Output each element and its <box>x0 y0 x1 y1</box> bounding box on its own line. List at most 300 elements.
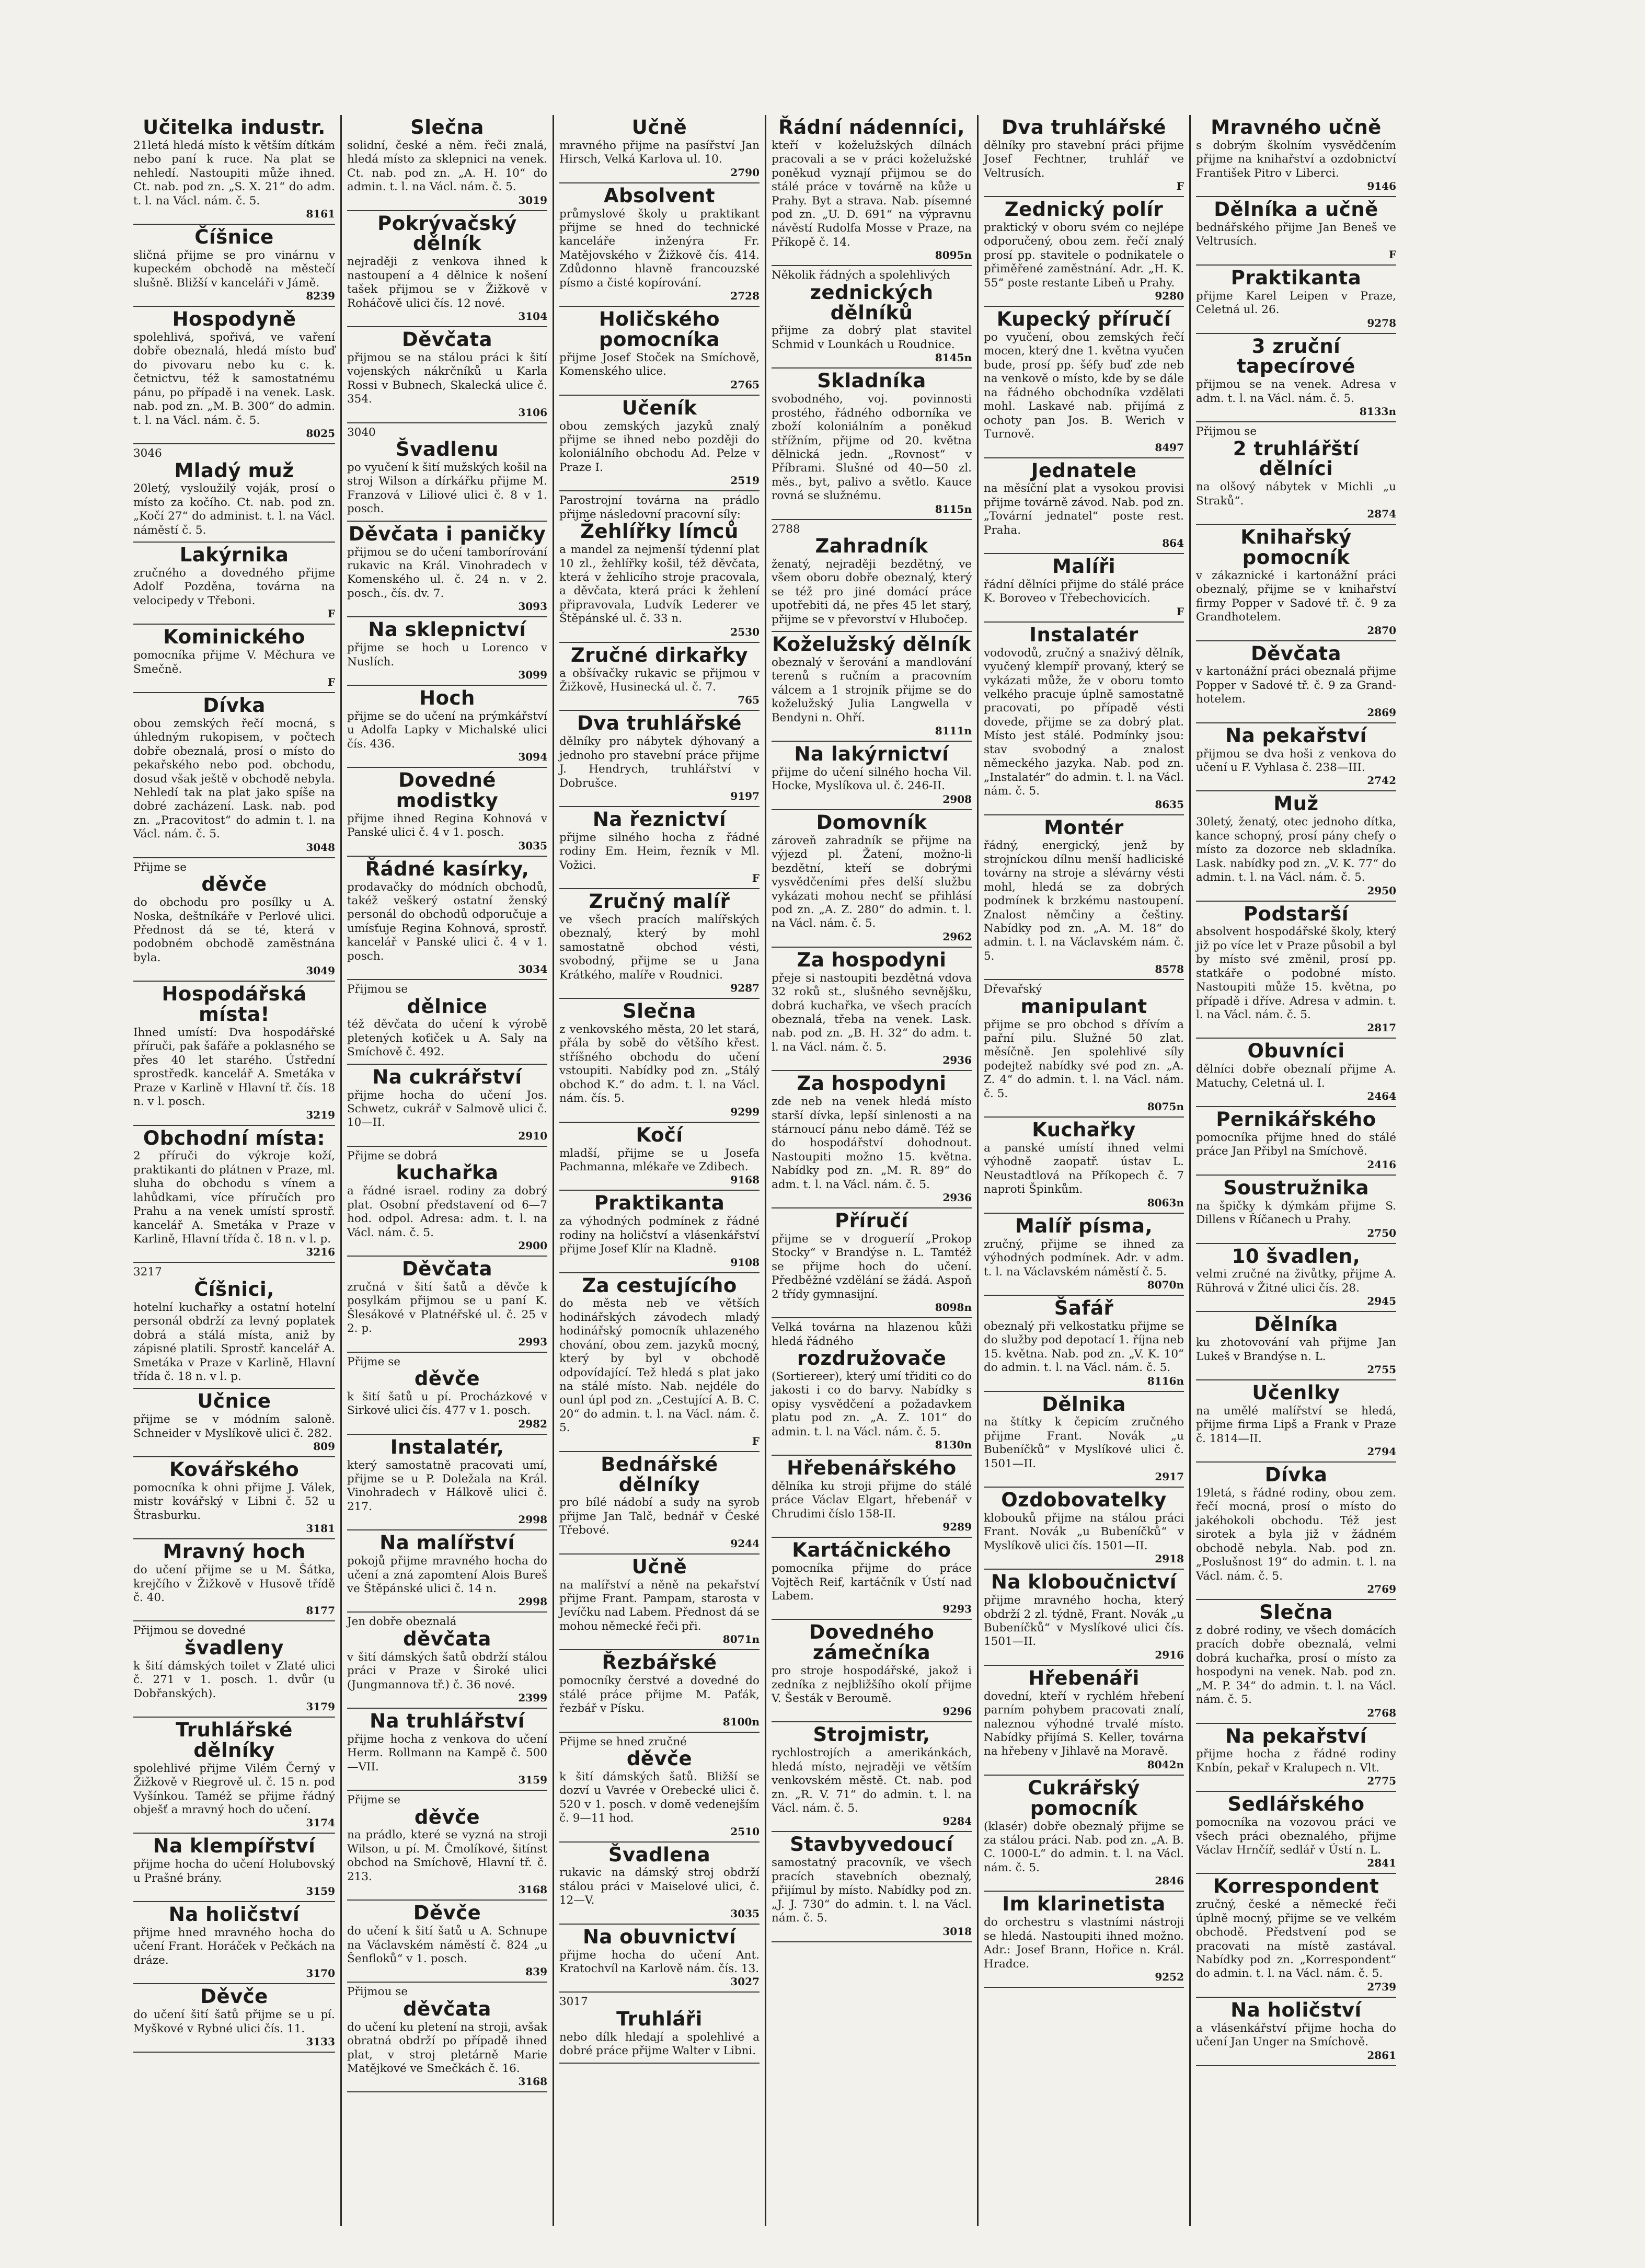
ad-code: 2817 <box>1367 1021 1396 1034</box>
ad-heading: Učnice <box>197 1390 271 1413</box>
ad-heading: Zručný malíř <box>589 890 730 913</box>
ad-code: 2945 <box>1367 1295 1396 1308</box>
ad-code: 2530 <box>730 625 760 638</box>
classified-ad <box>347 211 547 327</box>
ad-code: 3104 <box>518 310 547 323</box>
ad-code: 3035 <box>730 1907 760 1920</box>
ad-body: ženatý, nejraději bezdětný, ve všem oboru dobře obeznalý, který se též pro jiné domácí práce upotřebiti dá, ne přes 45 let starý, přijme se v převorství v Hluboc̆ep. <box>772 557 972 626</box>
ad-body: kteří v koželužských dílnách pracovali a se v práci koželužské poněkud vyznají přijmou se do stálé práce v továrně na kůže u Prahy. Byt a strava. Nab. písemné pod zn. „U. D. 691“ na výpravnu návěstí Rudolfa Mosse v Praze, na Příkopě č. 14. <box>772 139 972 249</box>
classified-ad <box>559 1733 760 1843</box>
classified-ad <box>133 543 335 625</box>
classified-ad <box>133 1718 335 1834</box>
classified-ad <box>133 1834 335 1902</box>
ad-body: přijme se v módním saloně. Schneider v Myslíkově ulici č. 282. <box>133 1413 335 1440</box>
ad-code: 3168 <box>518 2075 547 2088</box>
ad-body: přijme hned mravného hocha do učení Frant. Horáček v Pečkách na dráze. <box>133 1926 335 1967</box>
ad-code: 2399 <box>518 1691 547 1705</box>
ad-body: (klasér) dobře obeznalý přijme se za stálou práci. Nab. pod zn. „A. B. C. 1000-L“ do admin. t. l. na Václ. nám. č. 5. <box>984 1820 1184 1874</box>
ad-body: pomocníka přijme do práce Vojtěch Reif, kartáčník v Ústí nad Labem. <box>772 1562 972 1603</box>
ad-heading: Děvče <box>200 1985 268 2008</box>
ad-code: 8635 <box>1155 798 1184 811</box>
ad-heading: Kočí <box>636 1123 683 1146</box>
ad-heading: Domovník <box>816 811 927 834</box>
classified-ad <box>984 980 1184 1118</box>
ad-code: 2998 <box>518 1595 547 1608</box>
ad-body: mravného přijme na pasířství Jan Hirsch, Velká Karlova ul. 10. <box>559 139 760 166</box>
ad-code: 2874 <box>1367 508 1396 521</box>
ad-body: pomocníka na vozovou práci ve všech práci obeznalého, přijme Václav Hrnčíř, sedlář v Ústí n. L. <box>1196 1816 1396 1857</box>
classified-ad <box>984 1488 1184 1570</box>
ad-heading: Na sklepnictví <box>368 618 526 641</box>
ad-body: rukavic na dámský stroj obdrží stálou práci v Maiselové ulici, č. 12—V. <box>559 1866 760 1907</box>
ad-code: 2916 <box>1155 1648 1184 1661</box>
ad-heading: Instalatér, <box>390 1435 504 1458</box>
ad-body: samostatný pracovník, ve všech pracích stavebních obeznalý, přijímul by místo. Nabídky pod zn. „J. J. 730“ do admin. t. l. na Václ. nám. č. 5. <box>772 1856 972 1925</box>
classified-ad <box>1196 641 1396 723</box>
ad-body: 30letý, ženatý, otec jednoho dítka, kance schopný, prosí pány chefy o místo za dozorce neb skladníka. Lask. nabídky pod zn. „V. K. 77“ do admin. t. l. na Václ. nám. č. 5. <box>1196 815 1396 884</box>
ad-heading: Dělnika <box>1042 1392 1126 1415</box>
ad-code: 839 <box>525 1965 547 1978</box>
ad-body: a řádné israel. rodiny za dobrý plat. Osobní představení od 6—7 hod. odpol. Adresa: adm. t. l. na Václ. nám. č. 5. <box>347 1184 547 1239</box>
ad-body: přijme se pro obchod s dřívím a pařní pilu. Služné 50 zlat. měsíčně. Jen spolehlivé síly podejtež nabídky své pod zn. „A. Z. 4“ do admin. t. l. na Václ. nám. č. 5. <box>984 1018 1184 1100</box>
ad-heading: zednických dělníků <box>810 281 934 324</box>
ad-code: 8145n <box>935 351 972 364</box>
classified-ad <box>347 1147 547 1257</box>
ad-code: 8025 <box>306 427 335 440</box>
classified-ad <box>772 742 972 810</box>
ad-body: ve všech pracích malířských obeznalý, který by mohl samostatně obchod vésti, svobodný, přijme se u Jana Krátkého, malíře v Roudnici. <box>559 913 760 982</box>
ad-heading: Děvčata i paničky <box>348 522 546 545</box>
classified-ad <box>347 1791 547 1901</box>
ad-code: 2993 <box>518 1335 547 1348</box>
ad-heading: Mravný hoch <box>163 1540 306 1563</box>
classified-ad <box>133 982 335 1125</box>
ad-heading: Holičského pomocníka <box>599 308 720 351</box>
ad-heading: Řádné kasírky, <box>365 857 530 880</box>
ad-code: 9244 <box>730 1537 760 1550</box>
ad-code: 9293 <box>942 1603 972 1616</box>
classified-ad <box>772 632 972 742</box>
ad-body: na špičky k dýmkám přijme S. Dillens v Říčanech u Prahy. <box>1196 1199 1396 1227</box>
classified-ad <box>772 948 972 1071</box>
classified-ad <box>347 768 547 857</box>
ad-heading: Dovedného zámečníka <box>809 1621 935 1664</box>
ad-lead-in: Dřevařský <box>984 983 1042 996</box>
ad-code: F <box>1388 248 1396 261</box>
ad-code: 8239 <box>306 290 335 303</box>
ad-body: vodovodů, zručný a snaživý dělník, vyučený klempíř provaný, který se vykázati může, že v oboru tomto velkého pracuje úplně samostatně pracovati, po případě vésti dovede, přijme se za dobrý plat. Místo jest stálé. Podmínky jsou: stav svobodný a znalost německého jazyka. Nab. pod zn. „Instalatér“ do admin. t. l. na Václ. nám. č. 5. <box>984 646 1184 798</box>
ad-heading: Truhlářské dělníky <box>176 1719 293 1762</box>
ad-heading: Malíř písma, <box>1015 1214 1153 1237</box>
classified-ad <box>347 423 547 522</box>
classified-ad <box>984 115 1184 197</box>
ad-body: po vyučení, obou zemských řečí mocen, který dne 1. května vyučen bude, prosí pp. šéfy buď zde neb na venkově o místo, kde by se dále na řádného obchodníka vzdělati mohl. Laskavé nab. přijímá z ochoty pan Jos. B. Werich v Turnově. <box>984 331 1184 441</box>
classified-ad <box>133 1539 335 1621</box>
ad-code: 2936 <box>942 1054 972 1067</box>
ad-heading: děvče <box>414 1367 480 1390</box>
ad-heading: Bednářské dělníky <box>601 1453 718 1496</box>
ad-heading: Slečna <box>410 116 484 139</box>
classified-ad <box>984 1214 1184 1296</box>
classified-ad <box>133 225 335 307</box>
ad-body: dovední, kteří v rychlém hřebení parním pohybem pracovati znalí, naleznou výhodné trvalé místo. Nabídky přijímá S. Keller, továrna na hřebeny v Jihlavě na Moravě. <box>984 1689 1184 1758</box>
ad-body: v kartonážní práci obeznalá přijme Popper v Sadové tř. č. 9 za Grand-hotelem. <box>1196 665 1396 706</box>
ad-code: 864 <box>1162 537 1184 550</box>
classified-ad <box>559 1452 760 1555</box>
ad-heading: děvčata <box>403 1997 491 2020</box>
ad-body: rychlostrojích a amerikánkách, hledá místo, nejraději ve větším venkovském městě. Ct. nab. pod zn. „R. V. 71“ do admin. t. l. na Václ. nám. č. 5. <box>772 1746 972 1815</box>
ad-heading: Za cestujícího <box>582 1274 737 1297</box>
ad-lead-in: 2788 <box>772 522 800 536</box>
ad-body: (Sortiereer), který umí třiditi co do jakosti i co do barvy. Nabídky s opisy vysvědčení a požadavkem platu pod zn. „A. Z. 101“ do admin. t. l. na Václ. nám. č. 5. <box>772 1369 972 1438</box>
ad-code: 3094 <box>518 751 547 764</box>
ad-code: 3019 <box>518 193 547 206</box>
ad-code: F <box>327 607 335 620</box>
classified-ad <box>559 115 760 183</box>
classified-ad <box>133 693 335 858</box>
classified-ad <box>772 1722 972 1832</box>
ad-code: 2846 <box>1155 1874 1184 1887</box>
ad-body: pomocníka k ohni přijme J. Válek, mistr kovářský v Libni č. 52 u Štrasburku. <box>133 1481 335 1522</box>
classified-ad <box>772 1208 972 1318</box>
ad-lead-in: Přijmou se dovedné <box>133 1624 246 1638</box>
ad-code: 2739 <box>1367 1980 1396 1993</box>
ad-body: praktický v oboru svém co nejlépe odporučený, obou zem. řečí znalý prosí pp. stavitele o podnikatele o přiměřené zaměstnání. Adr. „H. K. 55“ poste restante Libeň u Prahy. <box>984 221 1184 290</box>
ad-body: z dobré rodiny, ve všech domácích pracích dobře obeznalá, velmi dobrá kuchařka, prosí o místo za hospodyni na venek. Nab. pod zn. „M. P. 34“ do admin. t. l. na Václ. nám. č. 5. <box>1196 1624 1396 1707</box>
ad-code: 2769 <box>1367 1583 1396 1596</box>
column-2 <box>340 115 553 2226</box>
ad-body: 2 příruči do výkroje koží, praktikanti do plátnen v Praze, ml. sluha do obchodu s vínem a lahůdkami, více příručích pro Prahu a na venek umístí sprostř. kancelář A. Smetáka v Praze v Karlině, Hlavní třída č. 18 n. v l. p. <box>133 1149 335 1246</box>
ad-body: solidní, české a něm. řeči znalá, hledá místo za sklepnici na venek. Ct. nab. pod zn. „A. H. 10“ do admin. t. l. na Václ. nám. č. 5. <box>347 139 547 194</box>
ad-code: 9108 <box>730 1256 760 1269</box>
ad-code: 8161 <box>306 208 335 221</box>
ad-heading: Sedlářského <box>1227 1793 1365 1816</box>
ad-code: 3181 <box>306 1522 335 1535</box>
ad-heading: Kartáčnického <box>792 1539 951 1562</box>
classified-ad <box>1196 723 1396 792</box>
ad-body: spolehlivá, spořivá, ve vaření dobře obeznalá, hledá místo buď do pivovaru nebo ku c. k. četnictvu, též k samostatnému pánu, po případě i na venek. Lask. nab. pod zn. „M. B. 300“ do admin. t. l. na Václ. nám. č. 5. <box>133 331 335 427</box>
classified-ad <box>1196 902 1396 1039</box>
classified-ad <box>133 1457 335 1539</box>
ad-heading: kuchařka <box>396 1161 499 1184</box>
ad-body: průmyslové školy u praktikant přijme se hned do technické kanceláře inženýra Fr. Matějovského v Žižkově čís. 414. Zdůdonno hlavně francouzské písmo a čisté kopírování. <box>559 207 760 290</box>
column-5 <box>977 115 1189 2226</box>
classified-ad <box>772 266 972 369</box>
ad-body: za výhodných podmínek z řádné rodiny na holičství a vlásenkářství přijme Josef Klír na Kladně. <box>559 1215 760 1256</box>
classified-ad <box>133 444 335 543</box>
ad-lead-in: 3046 <box>133 447 162 460</box>
ad-heading: Děvče <box>413 1902 481 1925</box>
ad-body: klobouků přijme na stálou práci Frant. Novák „u Bubeníčků“ v Myslíkově ulici čís. 1501—II. <box>984 1511 1184 1552</box>
ad-heading: Dívka <box>203 694 266 717</box>
ad-lead-in: 3040 <box>347 425 376 439</box>
ad-body: a mandel za nejmenší týdenní plat 10 zl., žehlířky košil, též děvčata, která v žehlicího stroje pracovala, a děvčata, která práci k žehlení připravovala, Ludvík Lederer ve Štěpánské ul. č. 33 n. <box>559 543 760 626</box>
ad-lead-in: Velká továrna na hlazenou kůži hledá řádného <box>772 1321 972 1348</box>
classified-ad <box>559 491 760 642</box>
ad-heading: Číšnici, <box>194 1277 274 1300</box>
ad-code: 9278 <box>1367 316 1396 329</box>
ad-heading: Kovářského <box>169 1458 300 1481</box>
ad-heading: Jednatele <box>1031 459 1137 482</box>
ad-heading: 10 švadlen, <box>1232 1245 1361 1268</box>
ad-heading: Pernikářského <box>1216 1108 1376 1131</box>
classified-ad <box>984 1570 1184 1666</box>
ad-body: 19letá, s řádné rodiny, obou zem. řečí mocná, prosí o místo do jakéhokoli obchodu. Též jest sirotek a byla již v žádném obchodě nebyla. Nab. pod zn. „Poslušnost 19“ do admin. t. l. na Václ. nám. č. 5. <box>1196 1487 1396 1583</box>
ad-code: 3018 <box>942 1925 972 1938</box>
ad-body: obou zemských řečí mocná, s úhledným rukopisem, v počtech dobře obeznalá, prosí o místo do pekařského nebo pod. obchodu, dosud však ještě v obchodě nebyla. Nehledí tak na plat jako spíše na dobré zacházení. Lask. nab. pod zn. „Pracovitost“ do admin t. l. na Václ. nám. č. 5. <box>133 717 335 841</box>
ad-code: 8075n <box>1147 1100 1184 1113</box>
classified-ad <box>559 1273 760 1452</box>
ad-body: Ihned umístí: Dva hospodářské příruči, pak šafáře a poklasného se přes 40 let starého. Ústřední sprostředk. kancelář A. Smetáka v Praze v Karlině v Hlavní tř. čís. 18 n. v l. posch. <box>133 1026 335 1109</box>
ad-code: 9287 <box>730 982 760 995</box>
classified-ad <box>559 889 760 999</box>
classified-ad <box>133 115 335 225</box>
classified-ad <box>772 1456 972 1538</box>
ad-body: v šití dámských šatů obdrží stálou práci v Praze v Široké ulici (Jungmannova tř.) č. 36 nové. <box>347 1650 547 1691</box>
ad-body: na štítky k čepicím zručného přijme Frant. Novák „u Bubeníčků“ v Myslíkové ulici č. 1501—II. <box>984 1415 1184 1470</box>
ad-body: na olšový nábytek v Michli „u Straků“. <box>1196 480 1396 508</box>
ad-heading: Hoch <box>419 686 475 709</box>
classified-ad <box>559 1650 760 1732</box>
ad-body: řádní dělníci přijme do stálé práce K. Boroveo v Třebechovicích. <box>984 578 1184 605</box>
ad-heading: Číšnice <box>194 226 274 249</box>
ad-body: obeznalý při velkostatku přijme se do služby pod depotací 1. října neb 15. května. Nab. pod zn. „V. K. 10“ do admin. t. l. na Václ. nám. č. 5. <box>984 1319 1184 1375</box>
ad-heading: 2 truhlářští dělníci <box>1233 437 1360 480</box>
ad-body: svobodného, voj. povinnosti prostého, řádného odborníka ve zboží koloniálním a poněkud střížním, přijme od 20. května dělnická jedn. „Rovnost“ v Příbrami. Slušné od 40—50 zl. měs., byt, palivo a světlo. Kauce rovná se služnému. <box>772 393 972 503</box>
ad-body: přijme Josef Stoček na Smíchově, Komenského ulice. <box>559 351 760 378</box>
ad-heading: Učně <box>631 116 687 139</box>
ad-heading: Malíři <box>1052 555 1116 578</box>
ad-body: obou zemských jazyků znalý přijme se ihned nebo později do koloniálního obchodu Ad. Pelze v Praze I. <box>559 419 760 474</box>
ad-heading: Stavbyvedoucí <box>790 1833 953 1856</box>
classified-ad <box>772 369 972 520</box>
classified-ad <box>347 1613 547 1709</box>
classified-ad <box>347 1709 547 1791</box>
column-4 <box>765 115 977 2226</box>
classified-ad <box>559 396 760 492</box>
ad-heading: děvče <box>201 873 267 896</box>
ad-body: k šití dámských šatů. Bližší se dozví u Vavrée v Orebecké ulici č. 520 v 1. posch. v domě vedenejším č. 9—11 hod. <box>559 1770 760 1825</box>
ad-code: 8497 <box>1155 441 1184 454</box>
ad-code: 8130n <box>935 1438 972 1452</box>
ad-heading: Mladý muž <box>174 459 294 482</box>
ad-body: přijme do učení silného hocha Vil. Hocke, Myslíkova ul. č. 246-II. <box>772 766 972 793</box>
classified-columns <box>128 115 1614 2226</box>
ad-body: a obšívačky rukavic se přijmou v Žižkově, Husinecká ul. č. 7. <box>559 666 760 694</box>
ad-code: 3106 <box>518 406 547 419</box>
classified-ad <box>133 1263 335 1389</box>
classified-ad <box>1196 197 1396 266</box>
ad-heading: Švadlena <box>608 1843 711 1866</box>
ad-code: 2918 <box>1155 1552 1184 1565</box>
ad-body: po vyučení k šití mužských košil na stroj Wilson a dírkářku přijme M. Franzová v Liliové ulici č. 8 v 1. posch. <box>347 460 547 516</box>
ad-body: na prádlo, které se vyzná na stroji Wilson, u pí. M. Čmolíkové, šitínst obchod na Smíchově, Hlavní tř. č. 213. <box>347 1828 547 1883</box>
ad-heading: Montér <box>1044 816 1124 839</box>
classified-ad <box>984 1392 1184 1488</box>
ad-code: 2464 <box>1367 1090 1396 1103</box>
ad-lead-in: Parostrojní továrna na prádlo přijme následovní pracovní síly: <box>559 494 760 521</box>
classified-ad <box>984 815 1184 981</box>
ad-heading: Za hospodyni <box>797 1072 947 1095</box>
ad-heading: Dva truhlářské <box>1002 116 1166 139</box>
ad-heading: Dívka <box>1264 1464 1328 1487</box>
ad-heading: Za hospodyni <box>797 948 947 971</box>
ad-body: přijmou se na stálou práci k šití vojenských nákrčníků u Karla Rossi v Bubnech, Skalecká ulice č. 354. <box>347 351 547 406</box>
ad-code: 9299 <box>730 1105 760 1118</box>
ad-heading: Knihařský pomocník <box>1240 526 1352 569</box>
classified-ad <box>559 1123 760 1191</box>
ad-code: 2908 <box>942 792 972 805</box>
ad-heading: Kupecký příručí <box>996 308 1171 331</box>
ad-heading: Slečna <box>623 1000 696 1023</box>
ad-heading: Učně <box>631 1555 687 1578</box>
ad-lead-in: Několik řádných a spolehlivých <box>772 269 950 282</box>
ad-heading: Na lakýrnictví <box>794 743 949 766</box>
classified-ad <box>984 197 1184 307</box>
classified-ad <box>559 183 760 307</box>
classified-ad <box>347 980 547 1065</box>
classified-ad <box>559 1191 760 1273</box>
ad-heading: Soustružnika <box>1223 1176 1369 1199</box>
ad-code: 2742 <box>1367 774 1396 787</box>
ad-body: zručného a dovedného přijme Adolf Pozděna, továrna na velocipedy v Třeboni. <box>133 566 335 607</box>
ad-code: 3133 <box>306 2035 335 2048</box>
ad-body: přijme hocha z řádné rodiny Knbín, pekař v Kralupech n. Vlt. <box>1196 1747 1396 1775</box>
ad-code: 2861 <box>1367 2048 1396 2062</box>
classified-ad <box>984 1666 1184 1776</box>
classified-ad <box>347 857 547 980</box>
ad-heading: Kominického <box>163 626 305 649</box>
ad-heading: 3 zruční tapecírové <box>1237 335 1355 378</box>
ad-body: zručný, české a německé řeči úplně mocný, přijme se ve velkém obchodě. Předstvení pod se pracovati na místě zastával. Nabídky pod zn. „Korrespondent“ do admin. t. l. na Václ. nám. č. 5. <box>1196 1898 1396 1981</box>
ad-heading: Dělníka <box>1254 1313 1338 1336</box>
classified-ad <box>133 1389 335 1457</box>
ad-body: který samostatně pracovati umí, přijme se u P. Doležala na Král. Vinohradech v Hálkově ulici č. 217. <box>347 1458 547 1513</box>
ad-heading: Na pekařství <box>1225 724 1367 747</box>
ad-code: 8042n <box>1147 1758 1184 1771</box>
ad-heading: Hospodyně <box>172 308 296 331</box>
ad-heading: dělnice <box>407 995 488 1018</box>
ad-code: 2790 <box>730 166 760 179</box>
ad-heading: Šafář <box>1054 1296 1114 1319</box>
ad-heading: Na pekařství <box>1225 1724 1367 1747</box>
classified-ad <box>133 1902 335 1984</box>
ad-code: 3174 <box>306 1816 335 1829</box>
ad-code: 3048 <box>306 841 335 854</box>
classified-ad <box>347 1530 547 1613</box>
ad-body: z venkovského města, 20 let stará, přála by sobě do většího křest. stříšného obchodu do učení vstoupiti. Nabídky pod zn. „Stálý obchod K.“ do adm. t. l. na Václ. nám. čís. 5. <box>559 1023 760 1106</box>
ad-heading: Obuvníci <box>1247 1040 1345 1063</box>
ad-body: přijme Karel Leipen v Praze, Celetná ul. 26. <box>1196 289 1396 317</box>
ad-heading: Zednický polír <box>1004 198 1164 221</box>
classified-ad <box>1196 1176 1396 1244</box>
ad-body: bednářského přijme Jan Beneš ve Veltrusích. <box>1196 221 1396 248</box>
ad-heading: Na řeznictví <box>592 808 727 831</box>
ad-code: 2982 <box>518 1417 547 1430</box>
ad-heading: Švadlenu <box>396 438 499 461</box>
ad-body: do učení šití šatů přijme se u pí. Myškové v Rybné ulici čís. 11. <box>133 2008 335 2035</box>
ad-code: 2998 <box>518 1513 547 1526</box>
classified-ad <box>347 1257 547 1353</box>
ad-heading: Učenlky <box>1252 1381 1340 1404</box>
ad-heading: Na obuvnictví <box>582 1925 737 1948</box>
ad-body: přijmou se na venek. Adresa v adm. t. l. na Václ. nám. č. 5. <box>1196 378 1396 405</box>
ad-body: a panské umístí ihned velmi výhodně zaopatř. ústav L. Neustadtlová na Příkopech č. 7 naproti Špinkům. <box>984 1142 1184 1196</box>
classified-ad <box>1196 1724 1396 1792</box>
ad-code: 3049 <box>306 964 335 977</box>
ad-heading: Instalatér <box>1029 623 1138 646</box>
ad-body: též děvčata do učení k výrobě pletených koťiček u A. Saly na Smíchově č. 492. <box>347 1018 547 1059</box>
classified-ad <box>347 1901 547 1983</box>
ad-code: 8177 <box>306 1604 335 1617</box>
ad-lead-in: Jen dobře obeznalá <box>347 1615 457 1629</box>
classified-ad <box>984 623 1184 815</box>
ad-heading: Hospodářská místa! <box>162 983 307 1026</box>
ad-heading: Obchodní místa: <box>143 1126 326 1149</box>
ad-lead-in: Přijme se <box>347 1793 400 1807</box>
ad-heading: Pokrývačský dělník <box>377 212 517 255</box>
ad-code: 9252 <box>1155 1970 1184 1983</box>
ad-heading: Im klarinetista <box>1002 1893 1166 1916</box>
ad-heading: Slečna <box>1259 1601 1333 1624</box>
ad-body: přijmou se do učení tamborírování rukavic na Král. Vinohradech v Komenského ul. č. 24 n. v 2. posch., čís. dv. 7. <box>347 545 547 600</box>
ad-body: přijme silného hocha z řádné rodiny Em. Heim, řezník v Ml. Vožici. <box>559 831 760 872</box>
classified-ad <box>1196 525 1396 641</box>
ad-code: 2841 <box>1367 1857 1396 1870</box>
ad-heading: rozdružovače <box>797 1347 947 1370</box>
ad-heading: Skladníka <box>817 370 926 393</box>
ad-body: a vlásenkářství přijme hocha do učení Jan Unger na Smíchově. <box>1196 2021 1396 2049</box>
classified-ad <box>1196 1380 1396 1463</box>
ad-body: dělníci dobře obeznalí přijme A. Matuchy, Celetná ul. I. <box>1196 1063 1396 1090</box>
ad-lead-in: Přijmou se <box>347 1985 408 1999</box>
classified-ad <box>347 1353 547 1435</box>
ad-heading: Děvčata <box>1251 642 1341 665</box>
classified-ad <box>1196 1039 1396 1107</box>
ad-code: 8115n <box>935 502 972 515</box>
classified-ad <box>984 307 1184 458</box>
classified-ad <box>133 307 335 444</box>
ad-body: přijme mravného hocha, který obdrží 2 zl. týdně, Frant. Novák „u Bubeníčků“ v Myslíkové ulici čís. 1501—II. <box>984 1594 1184 1649</box>
ad-code: 3219 <box>306 1108 335 1121</box>
ad-body: zároveň zahradník se přijme na výjezd pl. Žatení, možno-li bezdětní, kteří se dobrými vysvědčeními přes delší službu vykázati mohou nechť se přihlásí pod zn. „A. Z. 280“ do admin. t. l. na Václ. nám. č. 5. <box>772 834 972 930</box>
ad-heading: Podstarší <box>1243 902 1349 925</box>
ad-body: na měsíční plat a vysokou provisi přijme továrně závod. Nab. pod zn. „Tovární jednatel“ poste rest. Praha. <box>984 482 1184 537</box>
classified-ad <box>772 520 972 632</box>
ad-code: 2519 <box>730 474 760 487</box>
ad-code: F <box>327 676 335 688</box>
ad-heading: Na cukrářství <box>372 1065 522 1088</box>
classified-ad <box>559 1843 760 1925</box>
classified-ad <box>984 554 1184 623</box>
classified-ad <box>772 1071 972 1208</box>
ad-code: 2728 <box>730 290 760 303</box>
ad-code: 2755 <box>1367 1363 1396 1376</box>
ad-code: 3027 <box>730 1975 760 1988</box>
ad-code: 8116n <box>1147 1374 1184 1387</box>
ad-heading: Dělníka a učně <box>1214 198 1378 221</box>
ad-code: 2794 <box>1367 1445 1396 1458</box>
classified-ad <box>772 1318 972 1456</box>
ad-code: 2917 <box>1155 1470 1184 1483</box>
ad-body: přijme se v drogueríí „Prokop Stocky“ v Brandýse n. L. Tamtéž se přijme hoch do učení. Předběžné vzdělání se žádá. Aspoň 2 třídy gymnasijní. <box>772 1233 972 1301</box>
ad-body: pomocníka přijme hned do stálé práce Jan Přibyl na Smíchově. <box>1196 1131 1396 1158</box>
ad-code: 2910 <box>518 1129 547 1142</box>
ad-heading: Řádní nádenníci, <box>778 116 965 139</box>
ad-heading: Zahradník <box>815 535 928 558</box>
classified-ad <box>984 458 1184 555</box>
ad-code: 3179 <box>306 1700 335 1713</box>
